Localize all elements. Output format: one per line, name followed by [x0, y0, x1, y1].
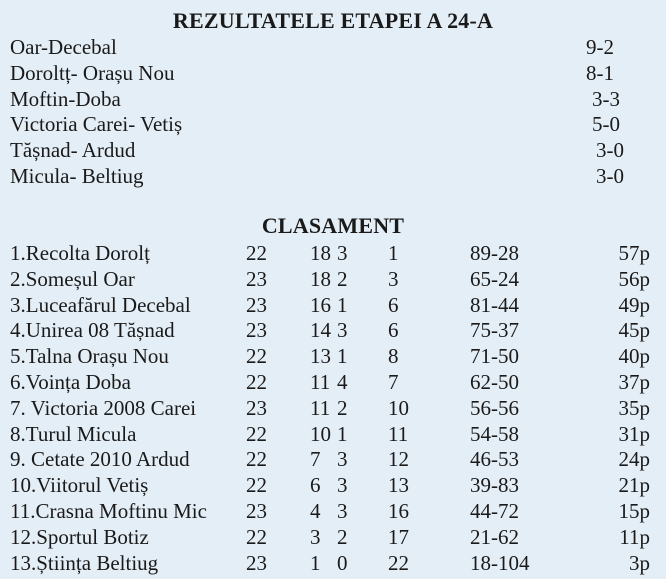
- standings-row: [10, 473, 660, 499]
- games-drawn: 1: [337, 292, 348, 317]
- games-won: 7: [310, 447, 321, 472]
- standings-row: [10, 241, 660, 267]
- games-played: 22: [246, 369, 267, 394]
- match-name: Moftin-Doba: [10, 86, 121, 111]
- points: 45p: [618, 318, 650, 343]
- result-row: [10, 164, 650, 190]
- games-played: 23: [246, 550, 267, 575]
- goal-difference: 71-50: [470, 344, 519, 369]
- match-score: 5-0: [592, 112, 620, 137]
- games-lost: 3: [388, 266, 399, 291]
- team-name: 8.Turul Micula: [10, 421, 137, 446]
- games-lost: 7: [388, 369, 399, 394]
- games-lost: 12: [388, 447, 409, 472]
- games-played: 23: [246, 266, 267, 291]
- team-name: 11.Crasna Moftinu Mic: [10, 498, 207, 523]
- games-played: 22: [246, 524, 267, 549]
- points: 40p: [618, 344, 650, 369]
- goal-difference: 81-44: [470, 292, 519, 317]
- standings-row: [10, 422, 660, 448]
- points: 35p: [618, 395, 650, 420]
- result-row: [10, 35, 650, 61]
- games-drawn: 3: [337, 447, 348, 472]
- goal-difference: 65-24: [470, 266, 519, 291]
- points: 11p: [619, 524, 650, 549]
- result-row: [10, 87, 650, 113]
- team-name: 10.Viitorul Vetiș: [10, 473, 149, 498]
- games-lost: 8: [388, 344, 399, 369]
- result-row: [10, 112, 650, 138]
- result-row: [10, 138, 650, 164]
- games-won: 11: [310, 369, 331, 394]
- points: 37p: [618, 369, 650, 394]
- games-played: 23: [246, 395, 267, 420]
- match-name: Tășnad- Ardud: [10, 138, 136, 163]
- games-lost: 10: [388, 395, 409, 420]
- match-name: Doroltț- Orașu Nou: [10, 60, 175, 85]
- games-played: 22: [246, 241, 267, 265]
- standings-row: [10, 267, 660, 293]
- games-won: 6: [310, 473, 321, 498]
- goal-difference: 39-83: [470, 473, 519, 498]
- match-score: 3-0: [596, 163, 624, 188]
- team-name: 5.Talna Orașu Nou: [10, 344, 169, 369]
- games-lost: 6: [388, 292, 399, 317]
- points: 21p: [618, 473, 650, 498]
- games-lost: 1: [388, 241, 399, 265]
- team-name: 12.Sportul Botiz: [10, 524, 149, 549]
- games-drawn: 3: [337, 498, 348, 523]
- team-name: 3.Luceafărul Decebal: [10, 292, 191, 317]
- games-played: 23: [246, 318, 267, 343]
- games-lost: 6: [388, 318, 399, 343]
- games-lost: 11: [388, 421, 409, 446]
- points: 57p: [618, 241, 650, 265]
- result-row: [10, 61, 650, 87]
- points: 49p: [618, 292, 650, 317]
- games-won: 18: [310, 241, 331, 265]
- games-lost: 16: [388, 498, 409, 523]
- games-drawn: 3: [337, 318, 348, 343]
- match-name: Oar-Decebal: [10, 35, 117, 59]
- points: 3p: [629, 550, 650, 575]
- games-won: 18: [310, 266, 331, 291]
- match-score: 9-2: [586, 35, 614, 59]
- goal-difference: 46-53: [470, 447, 519, 472]
- goal-difference: 89-28: [470, 241, 519, 265]
- standings-row: [10, 344, 660, 370]
- games-played: 22: [246, 447, 267, 472]
- points: 56p: [618, 266, 650, 291]
- goal-difference: 62-50: [470, 369, 519, 394]
- games-played: 22: [246, 473, 267, 498]
- team-name: 13.Știința Beltiug: [10, 550, 159, 575]
- games-won: 4: [310, 498, 321, 523]
- games-drawn: 3: [337, 241, 348, 265]
- results-heading: REZULTATELE ETAPEI A 24-A: [172, 8, 494, 33]
- goal-difference: 54-58: [470, 421, 519, 446]
- team-name: 4.Unirea 08 Tășnad: [10, 318, 175, 343]
- games-drawn: 1: [337, 344, 348, 369]
- standings-row: [10, 499, 660, 525]
- goal-difference: 18-104: [470, 550, 530, 575]
- games-played: 22: [246, 421, 267, 446]
- goal-difference: 56-56: [470, 395, 519, 420]
- match-name: Micula- Beltiug: [10, 163, 144, 188]
- standings-row: [10, 370, 660, 396]
- points: 31p: [618, 421, 650, 446]
- standings-table: [10, 241, 660, 576]
- team-name: 7. Victoria 2008 Carei: [10, 395, 197, 420]
- games-played: 22: [246, 344, 267, 369]
- standings-row: [10, 318, 660, 344]
- games-drawn: 0: [337, 550, 348, 575]
- games-drawn: 3: [337, 473, 348, 498]
- points: 24p: [618, 447, 650, 472]
- standings-row: [10, 551, 660, 577]
- standings-row: [10, 293, 660, 319]
- match-name: Victoria Carei- Vetiș: [10, 112, 183, 137]
- match-score: 8-1: [586, 60, 614, 85]
- standings-row: [10, 525, 660, 551]
- results-list: [10, 35, 650, 190]
- team-name: 9. Cetate 2010 Ardud: [10, 447, 190, 472]
- match-score: 3-3: [592, 86, 620, 111]
- games-lost: 13: [388, 473, 409, 498]
- games-drawn: 1: [337, 421, 348, 446]
- games-drawn: 2: [337, 524, 348, 549]
- goal-difference: 44-72: [470, 498, 519, 523]
- games-won: 16: [310, 292, 331, 317]
- games-won: 1: [310, 550, 321, 575]
- match-score: 3-0: [596, 138, 624, 163]
- games-won: 13: [310, 344, 331, 369]
- standings-heading: CLASAMENT: [261, 213, 405, 238]
- games-won: 11: [310, 395, 331, 420]
- games-lost: 22: [388, 550, 409, 575]
- games-played: 23: [246, 498, 267, 523]
- games-drawn: 4: [337, 369, 348, 394]
- games-lost: 17: [388, 524, 409, 549]
- standings-row: [10, 447, 660, 473]
- points: 15p: [618, 498, 650, 523]
- games-won: 3: [310, 524, 321, 549]
- team-name: 1.Recolta Dorolț: [10, 241, 150, 265]
- games-won: 14: [310, 318, 331, 343]
- team-name: 6.Voința Doba: [10, 369, 131, 394]
- team-name: 2.Someșul Oar: [10, 266, 135, 291]
- games-won: 10: [310, 421, 331, 446]
- games-played: 23: [246, 292, 267, 317]
- goal-difference: 75-37: [470, 318, 519, 343]
- goal-difference: 21-62: [470, 524, 519, 549]
- standings-row: [10, 396, 660, 422]
- games-drawn: 2: [337, 395, 348, 420]
- games-drawn: 2: [337, 266, 348, 291]
